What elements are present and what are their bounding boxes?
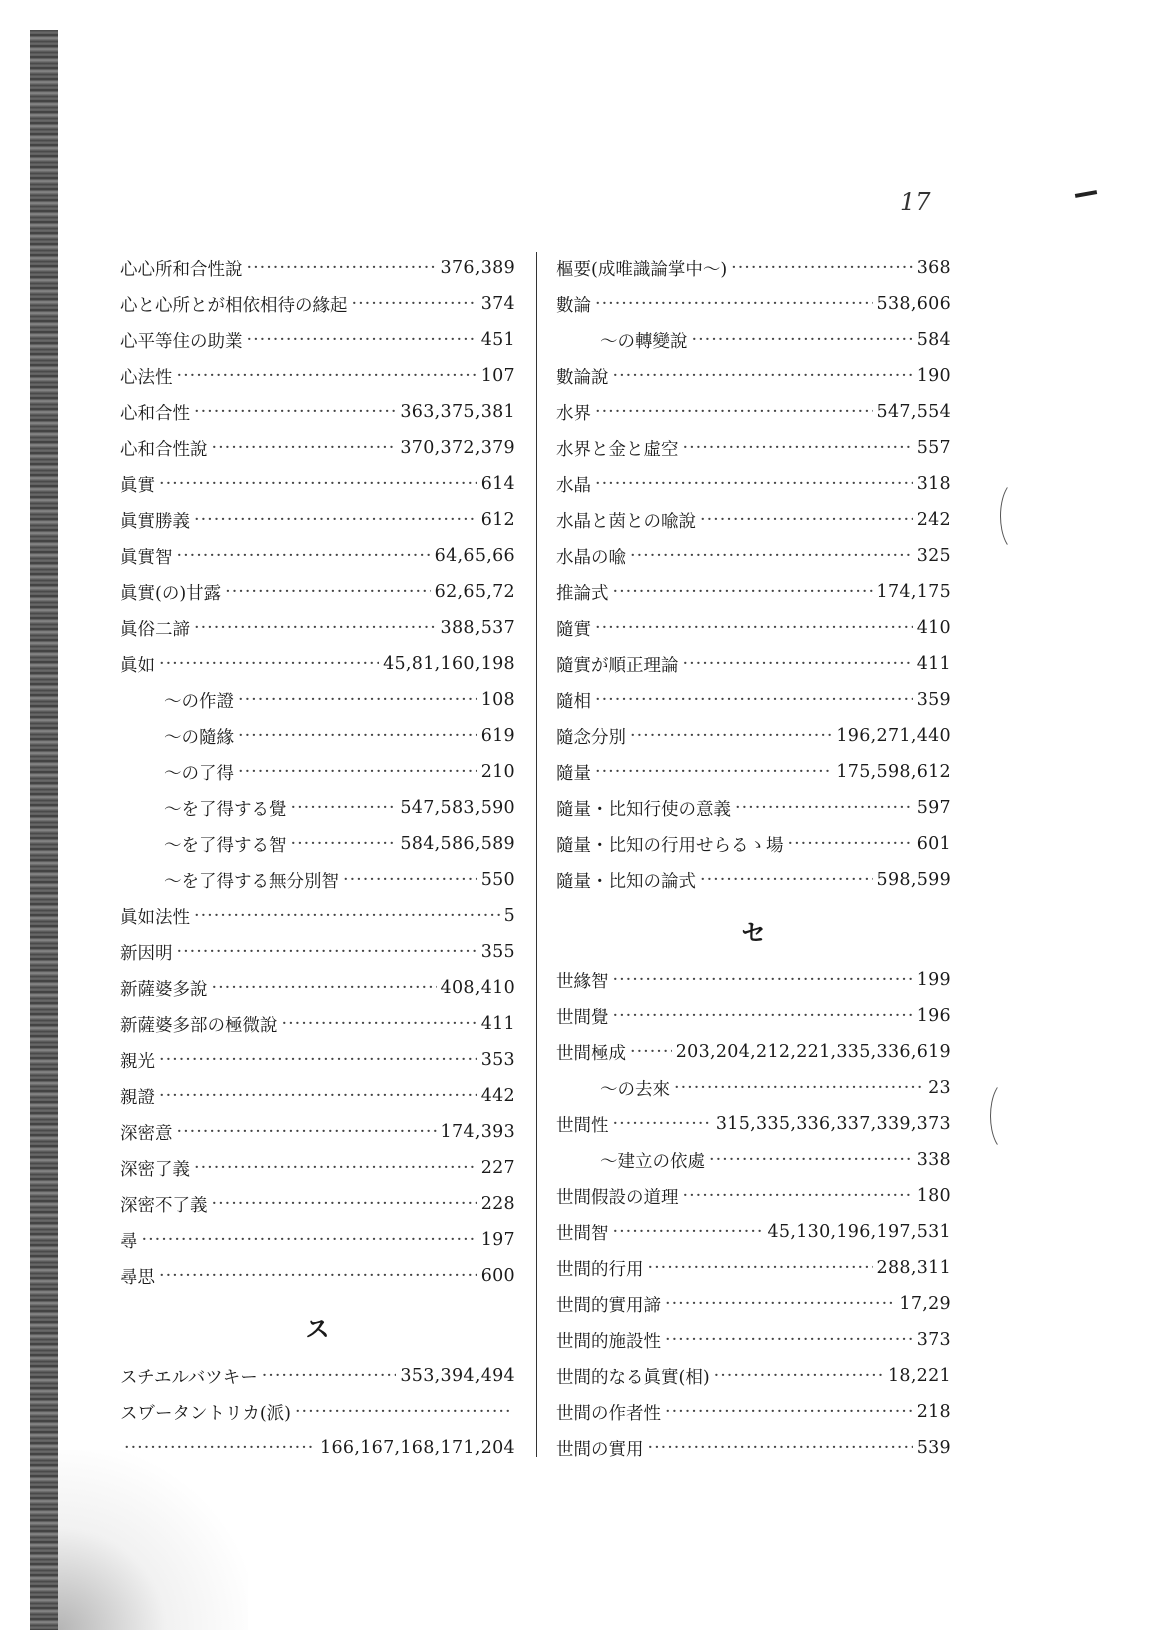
index-page-refs: 598,599: [876, 870, 951, 890]
index-entry: [556, 502, 951, 538]
leader-dots: [194, 402, 396, 422]
index-page-refs: 451: [480, 330, 515, 350]
index-page-refs: 338: [916, 1150, 951, 1170]
index-entry: [120, 322, 515, 358]
index-term: 世間的施設性: [556, 1331, 661, 1352]
index-page-refs: 600: [480, 1266, 515, 1286]
index-entry: [556, 1358, 951, 1394]
index-term: ～建立の依處: [600, 1151, 705, 1172]
index-page-refs: 363,375,381: [400, 402, 515, 422]
index-entry: [556, 682, 951, 718]
index-term: ～の了得: [164, 763, 234, 784]
index-entry: [556, 826, 951, 862]
index-page-refs: 353: [480, 1050, 515, 1070]
leader-dots: [159, 1266, 477, 1286]
leader-dots: [665, 1330, 913, 1350]
index-term: 世間的行用: [556, 1259, 644, 1280]
index-entry: [120, 826, 515, 862]
leader-dots: [159, 1086, 477, 1106]
leader-dots: [595, 690, 913, 710]
index-page-refs: 547,554: [876, 402, 951, 422]
leader-dots: [159, 1050, 477, 1070]
leader-dots: [247, 330, 477, 350]
index-page-refs: 318: [916, 474, 951, 494]
index-entry: [556, 862, 951, 898]
leader-dots: [238, 726, 477, 746]
index-page-refs: 355: [480, 942, 515, 962]
leader-dots: [613, 1006, 913, 1026]
leader-dots: [238, 690, 477, 710]
index-page-refs: 619: [480, 726, 515, 746]
leader-dots: [159, 474, 477, 494]
index-entry: [120, 790, 515, 826]
index-entry: [120, 1114, 515, 1150]
index-term: ～の去來: [600, 1079, 670, 1100]
leader-dots: [683, 1186, 913, 1206]
index-page-refs: 242: [916, 510, 951, 530]
index-entry: [556, 250, 951, 286]
index-term: スチエルバツキー: [120, 1367, 258, 1388]
leader-dots: [194, 510, 477, 530]
leader-dots: [595, 762, 832, 782]
index-entry: [556, 358, 951, 394]
index-page-refs: 62,65,72: [434, 582, 515, 602]
index-term: 隨實: [556, 619, 591, 640]
leader-dots: [613, 970, 913, 990]
index-page-refs: 374: [480, 294, 515, 314]
index-entry: [556, 466, 951, 502]
index-term: 眞如: [120, 655, 155, 676]
index-page-refs: 370,372,379: [400, 438, 515, 458]
index-page-refs: 288,311: [876, 1258, 951, 1278]
index-term: ～の轉變說: [600, 331, 688, 352]
index-term: 深密了義: [120, 1159, 190, 1180]
index-page-refs: 368: [916, 258, 951, 278]
index-term: 水界と金と虛空: [556, 439, 679, 460]
index-entry: [120, 358, 515, 394]
leader-dots: [343, 870, 477, 890]
index-term: 世間的實用諦: [556, 1295, 661, 1316]
index-page-refs: 614: [480, 474, 515, 494]
index-column-right: [556, 250, 951, 1466]
leader-dots: [683, 438, 913, 458]
book-spine-shadow: [30, 30, 58, 1630]
index-term: ～を了得する無分別智: [164, 871, 339, 892]
leader-dots: [648, 1438, 913, 1458]
index-term: 世間の實用: [556, 1439, 644, 1460]
index-term: 隨量・比知行使の意義: [556, 799, 731, 820]
index-term: 尋: [120, 1231, 138, 1252]
index-term: 世間假設の道理: [556, 1187, 679, 1208]
index-page-refs: 388,537: [440, 618, 515, 638]
index-page-refs: 359: [916, 690, 951, 710]
leader-dots: [630, 1042, 672, 1062]
index-term: ～を了得する覺: [164, 799, 287, 820]
index-term: 親光: [120, 1051, 155, 1072]
leader-dots: [700, 510, 913, 530]
index-entry: [120, 754, 515, 790]
index-entry: [120, 574, 515, 610]
leader-dots: [282, 1014, 477, 1034]
index-page-refs: 584: [916, 330, 951, 350]
index-page-refs: 538,606: [876, 294, 951, 314]
leader-dots: [124, 1438, 316, 1458]
index-page-refs: 597: [916, 798, 951, 818]
index-term: 隨念分別: [556, 727, 626, 748]
leader-dots: [212, 438, 397, 458]
index-entry: [120, 1150, 515, 1186]
index-page-refs: 411: [916, 654, 951, 674]
leader-dots: [177, 942, 477, 962]
index-page-refs: 539: [916, 1438, 951, 1458]
index-page-refs: 203,204,212,221,335,336,619: [675, 1042, 951, 1062]
leader-dots: [595, 474, 913, 494]
leader-dots: [613, 1222, 764, 1242]
index-page-refs: 45,130,196,197,531: [767, 1222, 951, 1242]
leader-dots: [674, 1078, 924, 1098]
index-entry: [556, 1106, 951, 1142]
index-page-refs: 408,410: [440, 978, 515, 998]
leader-dots: [295, 1402, 511, 1422]
leader-dots: [630, 546, 913, 566]
index-entry: [120, 610, 515, 646]
index-page-refs: 550: [480, 870, 515, 890]
index-entry: [556, 790, 951, 826]
index-entry: [556, 1214, 951, 1250]
index-page-refs: 353,394,494: [400, 1366, 515, 1386]
index-term: 水界: [556, 403, 591, 424]
index-term: 眞實勝義: [120, 511, 190, 532]
leader-dots: [177, 546, 431, 566]
index-entry: [556, 1286, 951, 1322]
index-entry: [556, 754, 951, 790]
index-term: 世間の作者性: [556, 1403, 661, 1424]
index-page-refs: 376,389: [440, 258, 515, 278]
leader-dots: [194, 906, 500, 926]
index-entry: [120, 1394, 515, 1430]
index-entry: [120, 430, 515, 466]
index-page-refs: 228: [480, 1194, 515, 1214]
index-entry: [120, 1430, 515, 1466]
leader-dots: [247, 258, 437, 278]
index-term: スヷータントリカ(派): [120, 1403, 291, 1424]
index-page-refs: 210: [480, 762, 515, 782]
index-entry: [556, 574, 951, 610]
index-term: 深密意: [120, 1123, 173, 1144]
index-page-refs: 18,221: [887, 1366, 951, 1386]
index-term: 隨實が順正理論: [556, 655, 679, 676]
index-entry: [556, 1250, 951, 1286]
index-term: 新薩婆多部の極微說: [120, 1015, 278, 1036]
index-page-refs: 196,271,440: [836, 726, 951, 746]
index-page-refs: 601: [916, 834, 951, 854]
index-term: 心心所和合性說: [120, 259, 243, 280]
index-entry: [120, 898, 515, 934]
section-heading-su: ス: [305, 1313, 330, 1343]
index-term: 心法性: [120, 367, 173, 388]
leader-dots: [665, 1294, 895, 1314]
index-page-refs: 45,81,160,198: [383, 654, 515, 674]
index-term: ～の作證: [164, 691, 234, 712]
index-entry: [556, 430, 951, 466]
index-entry: [120, 682, 515, 718]
index-entry: [120, 394, 515, 430]
index-entry: [556, 962, 951, 998]
index-entry: [556, 286, 951, 322]
margin-mark: [990, 1080, 1025, 1152]
index-term: 眞實: [120, 475, 155, 496]
index-page-refs: 196: [916, 1006, 951, 1026]
index-page-refs: 5: [503, 906, 515, 926]
index-page-refs: 410: [916, 618, 951, 638]
leader-dots: [177, 366, 477, 386]
leader-dots: [291, 834, 397, 854]
index-term: 隨量: [556, 763, 591, 784]
leader-dots: [613, 582, 873, 602]
leader-dots: [731, 258, 913, 278]
index-entry: [120, 646, 515, 682]
index-entry: [120, 1078, 515, 1114]
index-entry: [120, 286, 515, 322]
index-term: 樞要(成唯識論掌中～): [556, 259, 728, 280]
index-term: 世間智: [556, 1223, 609, 1244]
index-entry: [120, 502, 515, 538]
index-entry: [556, 718, 951, 754]
index-term: 世間極成: [556, 1043, 626, 1064]
leader-dots: [194, 618, 437, 638]
index-column-left: [120, 250, 515, 1466]
index-entry: [120, 1042, 515, 1078]
index-page-refs: 557: [916, 438, 951, 458]
leader-dots: [692, 330, 913, 350]
index-term: 眞實智: [120, 547, 173, 568]
index-page-refs: 190: [916, 366, 951, 386]
leader-dots: [238, 762, 477, 782]
index-page-refs: 64,65,66: [434, 546, 515, 566]
index-term: 水晶の喩: [556, 547, 626, 568]
index-term: 世間的なる眞實(相): [556, 1367, 710, 1388]
index-page-refs: 411: [480, 1014, 515, 1034]
index-entry: [556, 1322, 951, 1358]
index-entry: [120, 1006, 515, 1042]
index-page-refs: 199: [916, 970, 951, 990]
index-page-refs: 180: [916, 1186, 951, 1206]
index-entry: [120, 1258, 515, 1294]
index-term: 世間覺: [556, 1007, 609, 1028]
index-entry: [556, 538, 951, 574]
index-term: 眞實(の)甘露: [120, 583, 222, 604]
leader-dots: [595, 618, 913, 638]
index-term: 世間性: [556, 1115, 609, 1136]
index-entry: [120, 250, 515, 286]
index-entry: [556, 1142, 951, 1178]
index-term: 世緣智: [556, 971, 609, 992]
index-entry: [556, 610, 951, 646]
index-entry: [556, 1034, 951, 1070]
index-page-refs: 442: [480, 1086, 515, 1106]
index-entry: [120, 1186, 515, 1222]
index-page-refs: 373: [916, 1330, 951, 1350]
column-divider: [536, 252, 537, 1457]
leader-dots: [262, 1366, 397, 1386]
index-page-refs: 197: [480, 1230, 515, 1250]
page-number: 17: [900, 188, 931, 216]
leader-dots: [630, 726, 832, 746]
scan-shadow: [58, 1450, 248, 1630]
index-term: 親證: [120, 1087, 155, 1108]
index-term: ～の隨緣: [164, 727, 234, 748]
index-term: 深密不了義: [120, 1195, 208, 1216]
index-term: 推論式: [556, 583, 609, 604]
index-entry: [120, 466, 515, 502]
index-term: 新因明: [120, 943, 173, 964]
index-page-refs: 315,335,336,337,339,373: [715, 1114, 951, 1134]
leader-dots: [177, 1122, 437, 1142]
index-term: ～を了得する智: [164, 835, 287, 856]
leader-dots: [212, 1194, 477, 1214]
leader-dots: [159, 654, 379, 674]
leader-dots: [648, 1258, 873, 1278]
index-term: 心と心所とが相依相待の緣起: [120, 295, 348, 316]
index-page-refs: 547,583,590: [400, 798, 515, 818]
index-term: 新薩婆多說: [120, 979, 208, 1000]
leader-dots: [595, 294, 873, 314]
leader-dots: [225, 582, 431, 602]
leader-dots: [212, 978, 437, 998]
index-page-refs: 325: [916, 546, 951, 566]
leader-dots: [709, 1150, 913, 1170]
index-term: 隨量・比知の論式: [556, 871, 696, 892]
leader-dots: [595, 402, 873, 422]
index-term: 數論說: [556, 367, 609, 388]
leader-dots: [788, 834, 913, 854]
leader-dots: [683, 654, 913, 674]
scan-mark: [1075, 190, 1097, 198]
index-page-refs: 218: [916, 1402, 951, 1422]
index-page-refs: 107: [480, 366, 515, 386]
index-entry: [556, 394, 951, 430]
index-term: 尋思: [120, 1267, 155, 1288]
index-entry: [556, 1178, 951, 1214]
index-entry: [556, 322, 951, 358]
leader-dots: [735, 798, 913, 818]
index-entry: [556, 646, 951, 682]
index-entry: [556, 1430, 951, 1466]
index-term: 眞如法性: [120, 907, 190, 928]
index-entry: [120, 718, 515, 754]
index-term: 心和合性說: [120, 439, 208, 460]
index-entry: [120, 1358, 515, 1394]
index-entry: [556, 1070, 951, 1106]
section-heading-se: セ: [741, 917, 766, 947]
leader-dots: [142, 1230, 477, 1250]
leader-dots: [194, 1158, 477, 1178]
index-term: 心和合性: [120, 403, 190, 424]
index-term: 數論: [556, 295, 591, 316]
index-entry: [120, 970, 515, 1006]
leader-dots: [291, 798, 397, 818]
index-entry: [120, 862, 515, 898]
index-page-refs: 174,175: [876, 582, 951, 602]
leader-dots: [665, 1402, 913, 1422]
index-term: 隨相: [556, 691, 591, 712]
margin-mark: [1000, 480, 1035, 552]
leader-dots: [714, 1366, 884, 1386]
leader-dots: [700, 870, 873, 890]
index-entry: [120, 1222, 515, 1258]
index-term: 心平等住の助業: [120, 331, 243, 352]
index-entry: [120, 538, 515, 574]
index-page-refs: 17,29: [899, 1294, 951, 1314]
index-term: 隨量・比知の行用せらるゝ場: [556, 835, 784, 856]
index-page-refs: 166,167,168,171,204: [320, 1438, 515, 1458]
index-term: 眞俗二諦: [120, 619, 190, 640]
index-entry: [556, 998, 951, 1034]
leader-dots: [613, 1114, 712, 1134]
index-page-refs: 227: [480, 1158, 515, 1178]
index-term: 水晶と茵との喩說: [556, 511, 696, 532]
index-page-refs: 584,586,589: [400, 834, 515, 854]
leader-dots: [352, 294, 477, 314]
index-page-refs: 174,393: [440, 1122, 515, 1142]
index-entry: [120, 934, 515, 970]
index-page-refs: 175,598,612: [836, 762, 951, 782]
index-page-refs: 108: [480, 690, 515, 710]
index-page-refs: 23: [928, 1078, 951, 1098]
index-term: 水晶: [556, 475, 591, 496]
index-page-refs: 612: [480, 510, 515, 530]
leader-dots: [613, 366, 913, 386]
index-entry: [556, 1394, 951, 1430]
